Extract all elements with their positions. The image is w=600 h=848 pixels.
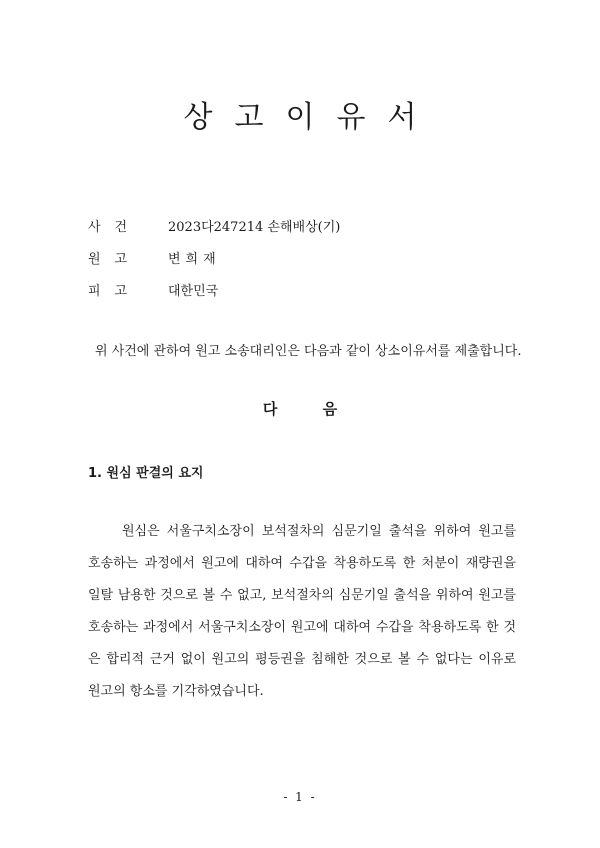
page-number: - 1 - bbox=[283, 790, 317, 804]
defendant-label: 피고 bbox=[88, 284, 142, 299]
body-paragraph bbox=[88, 520, 516, 712]
case-info bbox=[88, 216, 340, 312]
body-line: 원고의 항소를 기각하였습니다. bbox=[88, 684, 264, 699]
defendant-value: 대한민국 bbox=[168, 284, 219, 299]
case-value: 2023다247214 손해배상(기) bbox=[168, 220, 341, 235]
intro-statement: 위 사건에 관하여 원고 소송대리인은 다음과 같이 상소이유서를 제출합니다. bbox=[95, 344, 522, 359]
case-label: 사건 bbox=[88, 220, 142, 235]
plaintiff-value: 변희재 bbox=[168, 252, 221, 267]
document-title: 상고이유서 bbox=[183, 100, 439, 135]
body-line: 일탈 남용한 것으로 볼 수 없고, 보석절차의 심문기일 출석을 위하여 원고를 bbox=[88, 588, 516, 603]
body-line: 은 합리적 근거 없이 원고의 평등권을 침해한 것으로 볼 수 없다는 이유로 bbox=[88, 652, 516, 667]
body-line: 원심은 서울구치소장이 보석절차의 심문기일 출석을 위하여 원고를 bbox=[122, 524, 516, 539]
plaintiff-label: 원고 bbox=[88, 252, 142, 267]
body-line: 호송하는 과정에서 원고에 대하여 수갑을 착용하도록 한 처분이 재량권을 bbox=[88, 556, 516, 571]
plaintiff-row bbox=[88, 248, 340, 280]
subheading: 1. 원심 판결의 요지 bbox=[88, 466, 204, 481]
body-line: 호송하는 과정에서 서울구치소장이 원고에 대하여 수갑을 착용하도록 한 것 bbox=[88, 620, 516, 635]
section-heading: 다 음 bbox=[262, 400, 358, 418]
defendant-row bbox=[88, 280, 340, 312]
case-row bbox=[88, 216, 340, 248]
